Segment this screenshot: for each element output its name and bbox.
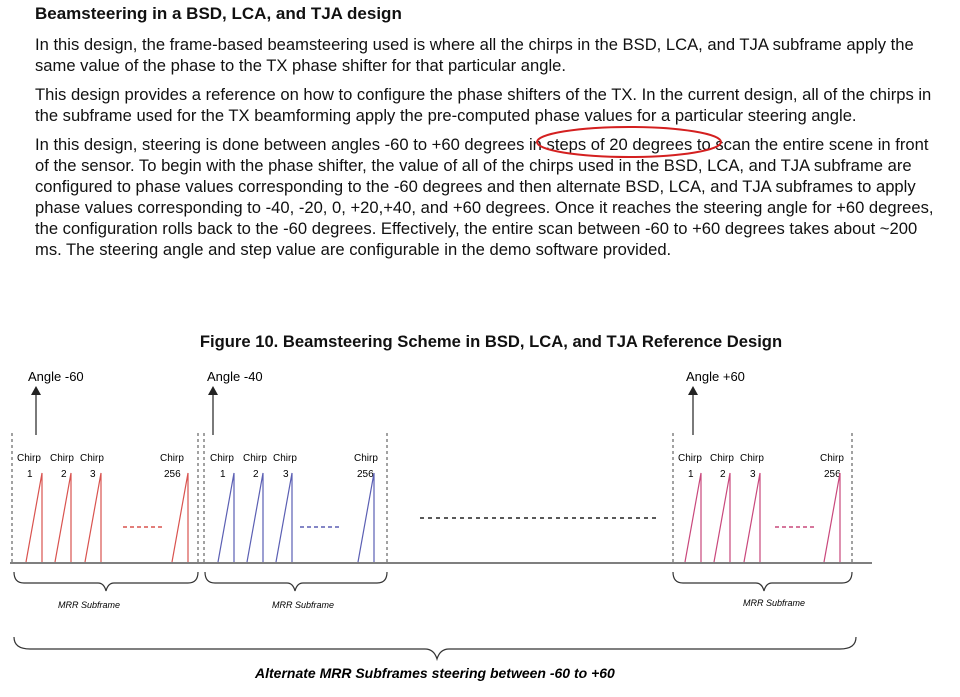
chirp-number: 2: [720, 469, 726, 480]
chirp-number: 2: [253, 469, 259, 480]
overall-brace: [14, 637, 856, 659]
chirp-number: 1: [220, 469, 226, 480]
chirp-number: 256: [824, 469, 841, 480]
chirp-label: Chirp: [50, 453, 74, 464]
chirp-ramps: [26, 473, 188, 562]
subframe-group-angle-plus-60: [673, 369, 852, 565]
chirp-number: 3: [283, 469, 289, 480]
highlighted-text: steps of 20 degrees: [546, 135, 693, 154]
section-heading: Beamsteering in a BSD, LCA, and TJA design: [35, 4, 402, 23]
chirp-label: Chirp: [740, 453, 764, 464]
subframe-label: MRR Subframe: [272, 600, 335, 610]
chirp-label: Chirp: [80, 453, 104, 464]
beamsteering-diagram: [0, 355, 960, 695]
chirp-label: Chirp: [710, 453, 734, 464]
chirp-label: Chirp: [354, 453, 378, 464]
arrow-up-icon: [688, 386, 698, 395]
red-circle-annotation: [537, 128, 737, 162]
subframe-brace: [205, 572, 387, 591]
paragraph-2: This design provides a reference on how to configure the phase shifters of the TX. In the current design, all of the chirps in the subframe used for the TX beamforming apply the pre-computed phase values for a particular steering angle.: [35, 85, 932, 125]
chirp-label: Chirp: [678, 453, 702, 464]
paragraph-3-end: to scan the entire scene in front of the sensor. To begin with the phase shifter, the value of all of the chirps used in the BSD, LCA, and TJA subframe are configured to phase values corresponding to the -60 degrees and then alternate BSD, LCA, and TJA subframes to apply phase values corresponding to -40, -20, 0, +20,+40, and +60 degrees. Once it reaches the steering angle for +60 degrees, the configuration rolls back to the -60 degrees. Effectively, the entire scan between -60 to +60 degrees takes about ~200 ms. The steering angle and step value are configurable in the demo software provided.: [35, 135, 934, 259]
chirp-number: 256: [164, 469, 181, 480]
bottom-caption: Alternate MRR Subframes steering between -60 to +60: [255, 665, 615, 681]
paragraph-3-start: In this design, steering is done between angles -60 to +60 degrees in: [35, 135, 547, 154]
chirp-number: 3: [750, 469, 756, 480]
figure-caption: Figure 10. Beamsteering Scheme in BSD, LCA, and TJA Reference Design: [199, 332, 783, 351]
chirp-number: 1: [27, 469, 33, 480]
paragraph-3: [35, 134, 940, 260]
subframe-group-angle-minus-60: [12, 369, 198, 565]
chirp-label: Chirp: [820, 453, 844, 464]
chirp-ramps: [218, 473, 374, 562]
subframe-label: MRR Subframe: [743, 598, 806, 608]
subframe-brace: [673, 572, 852, 591]
highlighted-phrase: [547, 134, 693, 155]
chirp-label: Chirp: [160, 453, 184, 464]
chirp-label: Chirp: [17, 453, 41, 464]
arrow-up-icon: [31, 386, 41, 395]
document-body: [35, 4, 940, 351]
chirp-number: 2: [61, 469, 67, 480]
chirp-ramps: [685, 473, 840, 562]
chirp-number: 256: [357, 469, 374, 480]
subframe-brace: [14, 572, 198, 591]
chirp-label: Chirp: [210, 453, 234, 464]
chirp-number: 1: [688, 469, 694, 480]
subframe-label: MRR Subframe: [58, 600, 121, 610]
subframe-group-angle-minus-40: [204, 369, 387, 565]
arrow-up-icon: [208, 386, 218, 395]
chirp-number: 3: [90, 469, 96, 480]
chirp-label: Chirp: [273, 453, 297, 464]
paragraph-1: In this design, the frame-based beamsteering used is where all the chirps in the BSD, LCA, and TJA subframe apply the same value of the phase to the TX phase shifter for that particular angle.: [35, 35, 914, 75]
angle-label: Angle -60: [28, 369, 84, 384]
angle-label: Angle -40: [207, 369, 263, 384]
angle-label: Angle +60: [686, 369, 745, 384]
chirp-label: Chirp: [243, 453, 267, 464]
